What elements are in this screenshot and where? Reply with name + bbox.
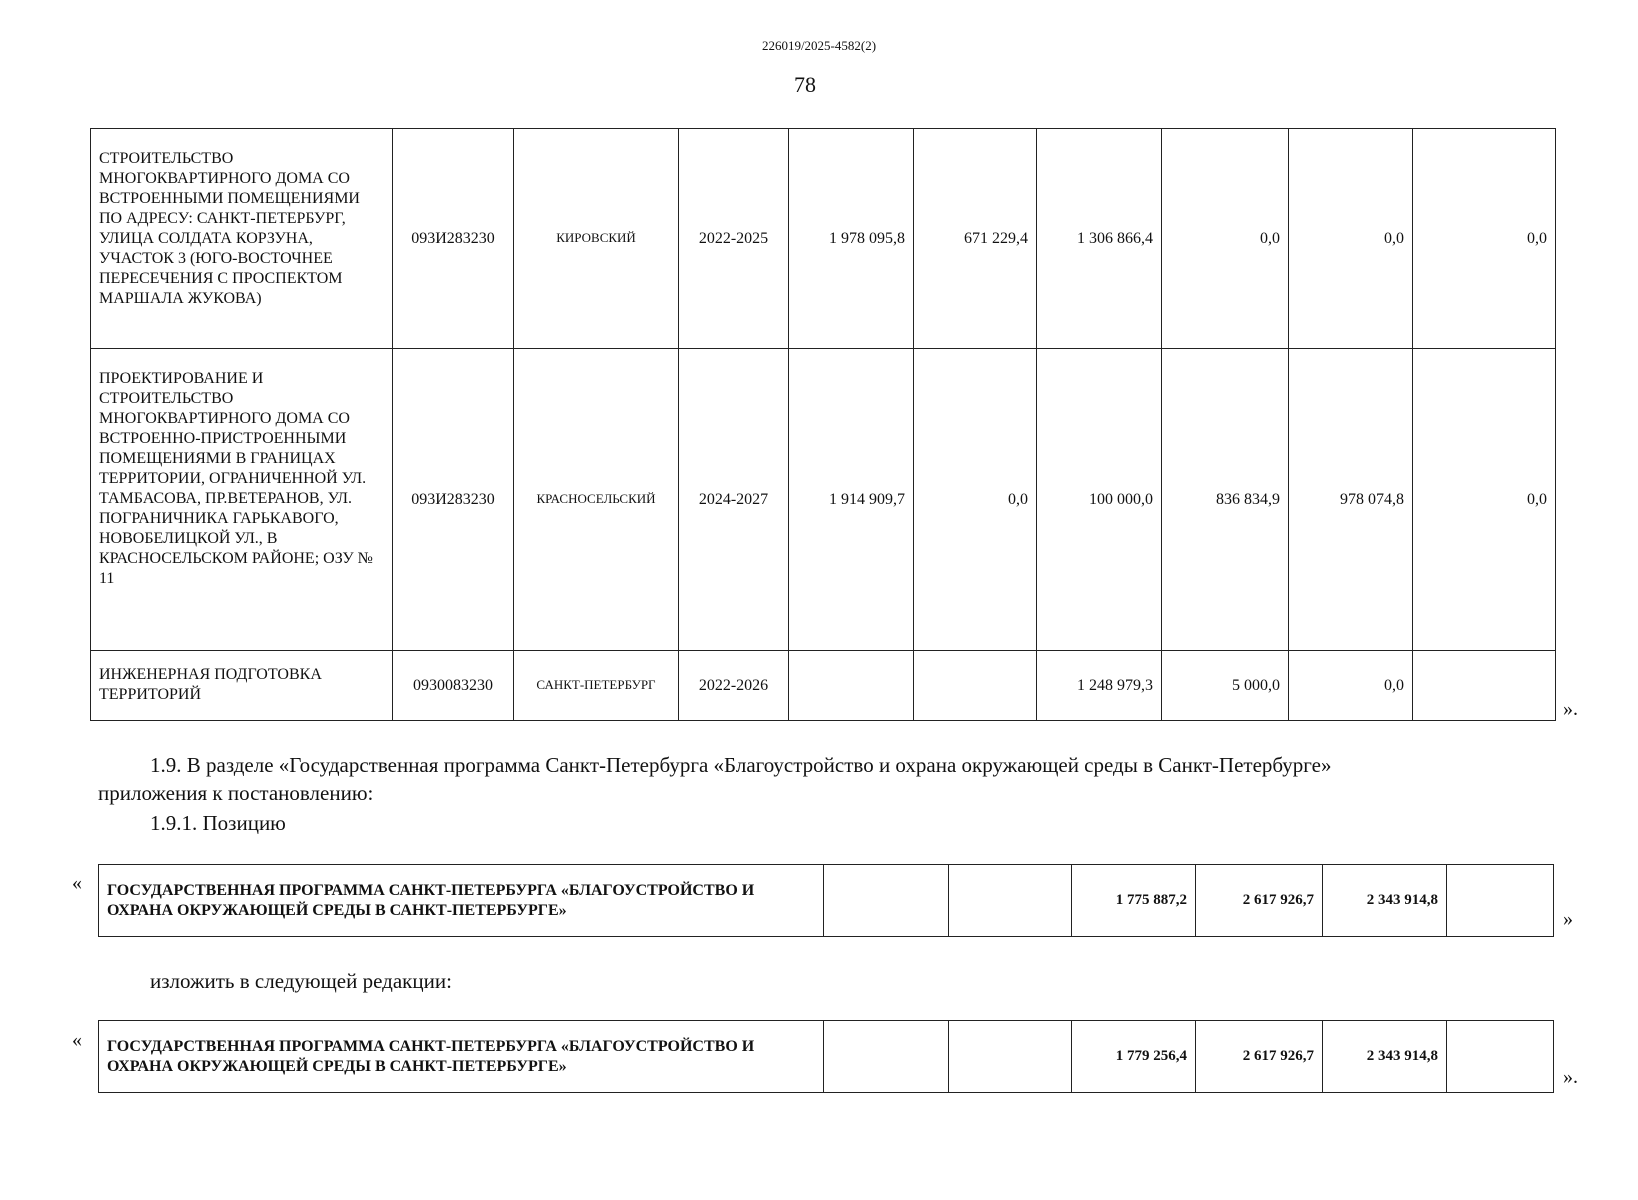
value-cell — [824, 865, 949, 937]
value-cell — [949, 1021, 1072, 1093]
value-cell: 0,0 — [1289, 129, 1413, 349]
program-position-table-old — [98, 864, 1554, 937]
object-code: 093И283230 — [393, 129, 514, 349]
construction-objects-table — [90, 128, 1556, 721]
closing-quote: ». — [1563, 1066, 1578, 1088]
object-district: САНКТ-ПЕТЕРБУРГ — [514, 651, 679, 721]
value-cell: 978 074,8 — [1289, 349, 1413, 651]
opening-quote: « — [72, 872, 82, 894]
value-cell: 2 343 914,8 — [1323, 1021, 1447, 1093]
object-name: СТРОИТЕЛЬСТВО МНОГОКВАРТИРНОГО ДОМА СО ВСТРОЕННЫМИ ПОМЕЩЕНИЯМИ ПО АДРЕСУ: САНКТ-ПЕТЕРБУРГ, УЛИЦА СОЛДАТА КОРЗУНА, УЧАСТОК 3 (ЮГО-ВОСТОЧНЕЕ ПЕРЕСЕЧЕНИЯ С ПРОСПЕКТОМ МАРШАЛА ЖУКОВА) — [91, 129, 393, 349]
object-years: 2022-2025 — [679, 129, 789, 349]
value-cell: 1 914 909,7 — [789, 349, 914, 651]
table-row — [91, 349, 1556, 651]
value-cell — [949, 865, 1072, 937]
closing-quote: » — [1563, 908, 1573, 930]
paragraph-1-9-1: 1.9.1. Позицию — [150, 811, 286, 835]
value-cell: 0,0 — [1413, 129, 1556, 349]
paragraph-1-9-continuation: приложения к постановлению: — [98, 781, 374, 805]
value-cell: 2 343 914,8 — [1323, 865, 1447, 937]
value-cell — [1447, 865, 1554, 937]
value-cell — [789, 651, 914, 721]
object-years: 2024-2027 — [679, 349, 789, 651]
opening-quote: « — [72, 1029, 82, 1051]
value-cell: 0,0 — [1289, 651, 1413, 721]
value-cell: 1 779 256,4 — [1072, 1021, 1196, 1093]
value-cell — [824, 1021, 949, 1093]
table-row — [99, 1021, 1554, 1093]
value-cell — [1447, 1021, 1554, 1093]
value-cell — [914, 651, 1037, 721]
value-cell: 671 229,4 — [914, 129, 1037, 349]
value-cell: 100 000,0 — [1037, 349, 1162, 651]
value-cell: 5 000,0 — [1162, 651, 1289, 721]
object-district: КРАСНОСЕЛЬСКИЙ — [514, 349, 679, 651]
value-cell: 836 834,9 — [1162, 349, 1289, 651]
paragraph-1-9: 1.9. В разделе «Государственная программа Санкт-Петербурга «Благоустройство и охрана окружающей среды в Санкт-Петербурге» — [150, 753, 1332, 777]
value-cell: 1 306 866,4 — [1037, 129, 1162, 349]
table-row — [99, 865, 1554, 937]
program-name: ГОСУДАРСТВЕННАЯ ПРОГРАММА САНКТ-ПЕТЕРБУРГА «БЛАГОУСТРОЙСТВО И ОХРАНА ОКРУЖАЮЩЕЙ СРЕДЫ В САНКТ-ПЕТЕРБУРГЕ» — [99, 1021, 824, 1093]
table-row — [91, 651, 1556, 721]
object-years: 2022-2026 — [679, 651, 789, 721]
value-cell: 0,0 — [914, 349, 1037, 651]
table-row — [91, 129, 1556, 349]
value-cell: 0,0 — [1413, 349, 1556, 651]
value-cell: 0,0 — [1162, 129, 1289, 349]
closing-quote: ». — [1563, 698, 1578, 720]
value-cell: 1 978 095,8 — [789, 129, 914, 349]
object-name: ИНЖЕНЕРНАЯ ПОДГОТОВКА ТЕРРИТОРИЙ — [91, 651, 393, 721]
edit-instruction: изложить в следующей редакции: — [150, 969, 452, 993]
value-cell: 1 775 887,2 — [1072, 865, 1196, 937]
value-cell — [1413, 651, 1556, 721]
page-number: 78 — [794, 72, 816, 97]
value-cell: 2 617 926,7 — [1196, 1021, 1323, 1093]
object-name: ПРОЕКТИРОВАНИЕ И СТРОИТЕЛЬСТВО МНОГОКВАРТИРНОГО ДОМА СО ВСТРОЕННО-ПРИСТРОЕННЫМИ ПОМЕЩЕНИЯМИ В ГРАНИЦАХ ТЕРРИТОРИИ, ОГРАНИЧЕННОЙ УЛ. ТАМБАСОВА, ПР.ВЕТЕРАНОВ, УЛ. ПОГРАНИЧНИКА ГАРЬКАВОГО, НОВОБЕЛИЦКОЙ УЛ., В КРАСНОСЕЛЬСКОМ РАЙОНЕ; ОЗУ № 11 — [91, 349, 393, 651]
document-id: 226019/2025-4582(2) — [761, 38, 877, 53]
program-position-table-new — [98, 1020, 1554, 1093]
program-name: ГОСУДАРСТВЕННАЯ ПРОГРАММА САНКТ-ПЕТЕРБУРГА «БЛАГОУСТРОЙСТВО И ОХРАНА ОКРУЖАЮЩЕЙ СРЕДЫ В САНКТ-ПЕТЕРБУРГЕ» — [99, 865, 824, 937]
value-cell: 1 248 979,3 — [1037, 651, 1162, 721]
object-code: 093И283230 — [393, 349, 514, 651]
object-district: КИРОВСКИЙ — [514, 129, 679, 349]
object-code: 0930083230 — [393, 651, 514, 721]
value-cell: 2 617 926,7 — [1196, 865, 1323, 937]
